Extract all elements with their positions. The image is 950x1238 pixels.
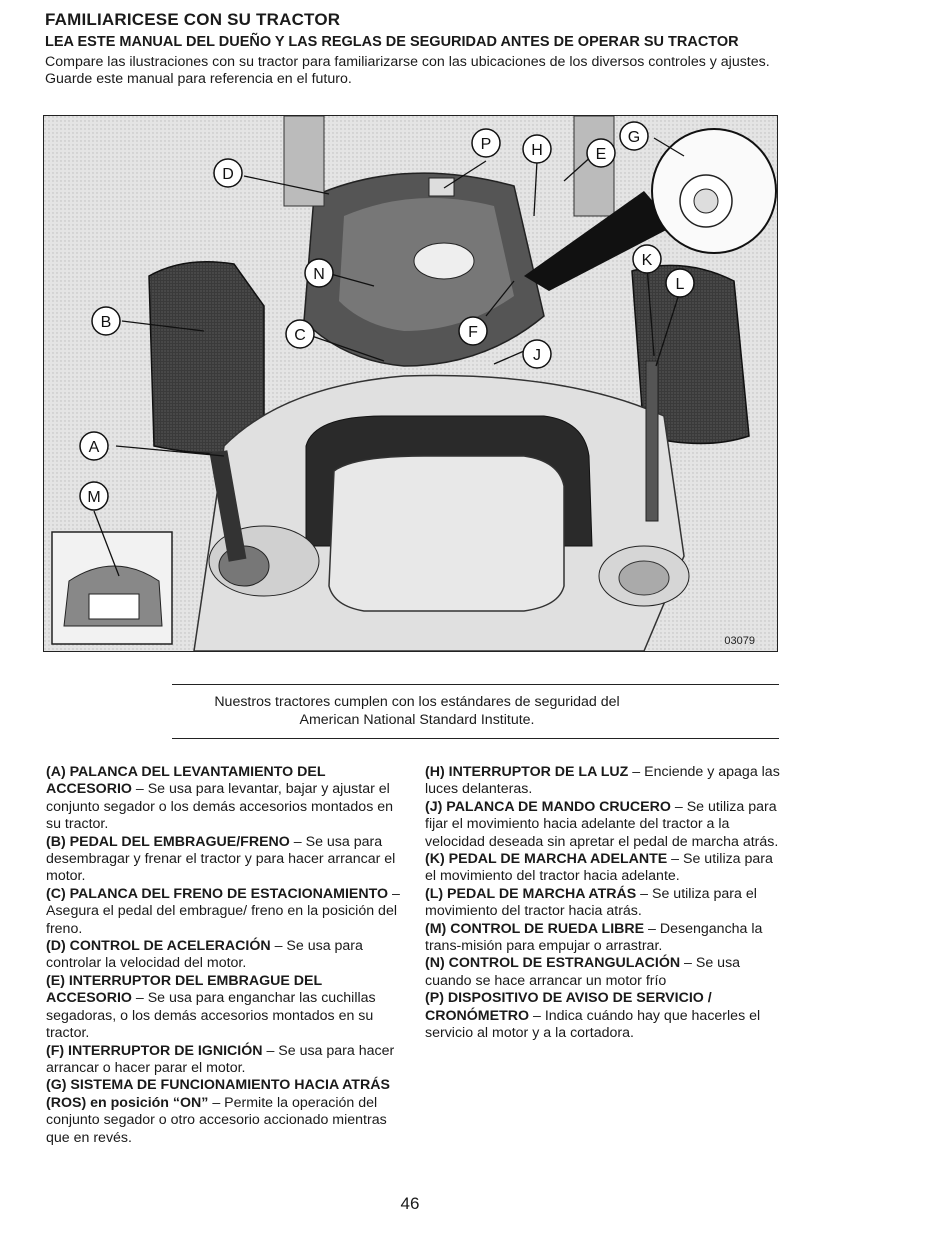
callout-label: J: [533, 347, 541, 364]
controls-list-left: [46, 764, 402, 1147]
control-item-g: [46, 1077, 402, 1147]
control-item-b: [46, 834, 402, 886]
divider-bottom: [172, 738, 779, 739]
callout-label: B: [100, 314, 112, 331]
item-title: (H) INTERRUPTOR DE LA LUZ: [425, 764, 629, 780]
item-desc: – Se usa para levantar, bajar y ajustar el conjunto segador o los demás accesorios montados en su tractor.: [46, 781, 394, 833]
safety-standard-note: [172, 693, 662, 729]
callout-c: [286, 320, 314, 348]
item-desc: – Se utiliza para fijar el movimiento hacia adelante del tractor a la velocidad deseada sin apretar el pedal de marcha atrás.: [425, 798, 779, 850]
callout-n: [305, 259, 333, 287]
item-title: (L) PEDAL DE MARCHA ATRÁS: [425, 885, 637, 902]
callout-label: E: [595, 146, 607, 163]
callout-k: [633, 245, 661, 273]
control-item-c: [46, 886, 402, 938]
callout-g: [620, 122, 648, 150]
callout-label: K: [641, 252, 653, 269]
callout-d: [214, 159, 242, 187]
item-title: (M) CONTROL DE RUEDA LIBRE: [425, 920, 645, 937]
item-title: (N) CONTROL DE ESTRANGULACIÓN: [425, 955, 681, 972]
item-title: (E) INTERRUPTOR DEL EMBRAGUE DEL ACCESORIO: [46, 972, 322, 1007]
tractor-controls-illustration: [43, 115, 778, 652]
controls-list-right: [425, 764, 785, 1043]
control-item-e: [46, 973, 402, 1043]
callout-label: N: [313, 266, 325, 283]
callout-label: L: [675, 276, 685, 293]
control-item-k: [425, 851, 785, 886]
page-subtitle: LEA ESTE MANUAL DEL DUEÑO Y LAS REGLAS DE SEGURIDAD ANTES DE OPERAR SU TRACTOR: [45, 34, 739, 50]
item-desc: – Asegura el pedal del embrague/ freno en la posición del freno.: [46, 885, 400, 937]
callout-label: F: [468, 324, 478, 341]
item-desc: – Indica cuándo hay que hacerles el servicio al motor y a la cortadora.: [425, 1007, 761, 1042]
callout-m: [80, 482, 108, 510]
callout-label: D: [222, 166, 234, 183]
item-desc: – Se utiliza para el movimiento del tractor hacia adelante.: [425, 851, 773, 885]
control-item-l: [425, 886, 785, 921]
callout-b: [92, 307, 120, 335]
item-desc: – Permite la operación del conjunto segador o otro accesorio accionado mientras que en revés.: [46, 1094, 387, 1146]
callout-e: [587, 139, 615, 167]
page-title: FAMILIARICESE CON SU TRACTOR: [45, 10, 341, 29]
callout-label: A: [88, 439, 100, 456]
callout-h: [523, 135, 551, 163]
callout-a: [80, 432, 108, 460]
note-line-1: Nuestros tractores cumplen con los estándares de seguridad del: [214, 694, 620, 710]
intro-paragraph: Compare las ilustraciones con su tractor para familiarizarse con las ubicaciones de los diversos controles y ajustes. Guarde este manual para referencia en el futuro.: [45, 54, 770, 87]
item-title: (P) DISPOSITIVO DE AVISO DE SERVICIO / CRONÓMETRO: [425, 990, 712, 1024]
callout-f: [459, 317, 487, 345]
item-title: (D) CONTROL DE ACELERACIÓN: [46, 938, 271, 955]
item-title: (B) PEDAL DEL EMBRAGUE/FRENO: [46, 833, 290, 850]
page-number: 46: [400, 1194, 420, 1213]
control-item-d: [46, 938, 402, 973]
control-item-h: [425, 764, 785, 799]
callout-label: P: [480, 136, 492, 153]
control-item-m: [425, 921, 785, 956]
item-desc: – Se usa para desembragar y frenar el tractor y para hacer arrancar el motor.: [46, 833, 396, 885]
divider-top: [172, 684, 779, 685]
item-desc: – Se utiliza para el movimiento del tractor hacia atrás.: [425, 885, 757, 920]
page-header: [45, 10, 905, 88]
note-line-2: American National Standard Institute.: [299, 712, 535, 728]
item-title: (G) SISTEMA DE FUNCIONAMIENTO HACIA ATRÁS (ROS) en posición “ON”: [46, 1077, 390, 1111]
item-title: (J) PALANCA DE MANDO CRUCERO: [425, 798, 671, 815]
callout-label: C: [294, 327, 306, 344]
callout-label: G: [627, 129, 641, 146]
item-title: (K) PEDAL DE MARCHA ADELANTE: [425, 851, 668, 868]
figure-code: 03079: [724, 635, 755, 647]
item-desc: – Se usa cuando se hace arrancar un motor frío: [425, 955, 741, 989]
callout-p: [472, 129, 500, 157]
control-item-p: [425, 990, 785, 1042]
item-title: (C) PALANCA DEL FRENO DE ESTACIONAMIENTO: [46, 885, 389, 902]
item-desc: – Se usa para hacer arrancar o hacer parar el motor.: [46, 1042, 395, 1076]
control-item-n: [425, 955, 785, 990]
control-item-a: [46, 764, 402, 834]
item-desc: – Enciende y apaga las luces delanteras.: [425, 764, 780, 798]
callout-l: [666, 269, 694, 297]
item-desc: – Se usa para enganchar las cuchillas segadoras, o los demás accesorios montados en su tractor.: [46, 990, 376, 1042]
item-desc: – Desengancha la trans-misión para empujar o arrastrar.: [425, 920, 763, 955]
callout-label: H: [531, 142, 543, 159]
callout-label: M: [87, 489, 101, 506]
item-title: (F) INTERRUPTOR DE IGNICIÓN: [46, 1042, 263, 1059]
control-item-f: [46, 1043, 402, 1078]
item-title: (A) PALANCA DEL LEVANTAMIENTO DEL ACCESORIO: [46, 764, 326, 798]
control-item-j: [425, 799, 785, 851]
tractor-drawing: [44, 116, 777, 651]
callout-j: [523, 340, 551, 368]
item-desc: – Se usa para controlar la velocidad del motor.: [46, 938, 363, 972]
